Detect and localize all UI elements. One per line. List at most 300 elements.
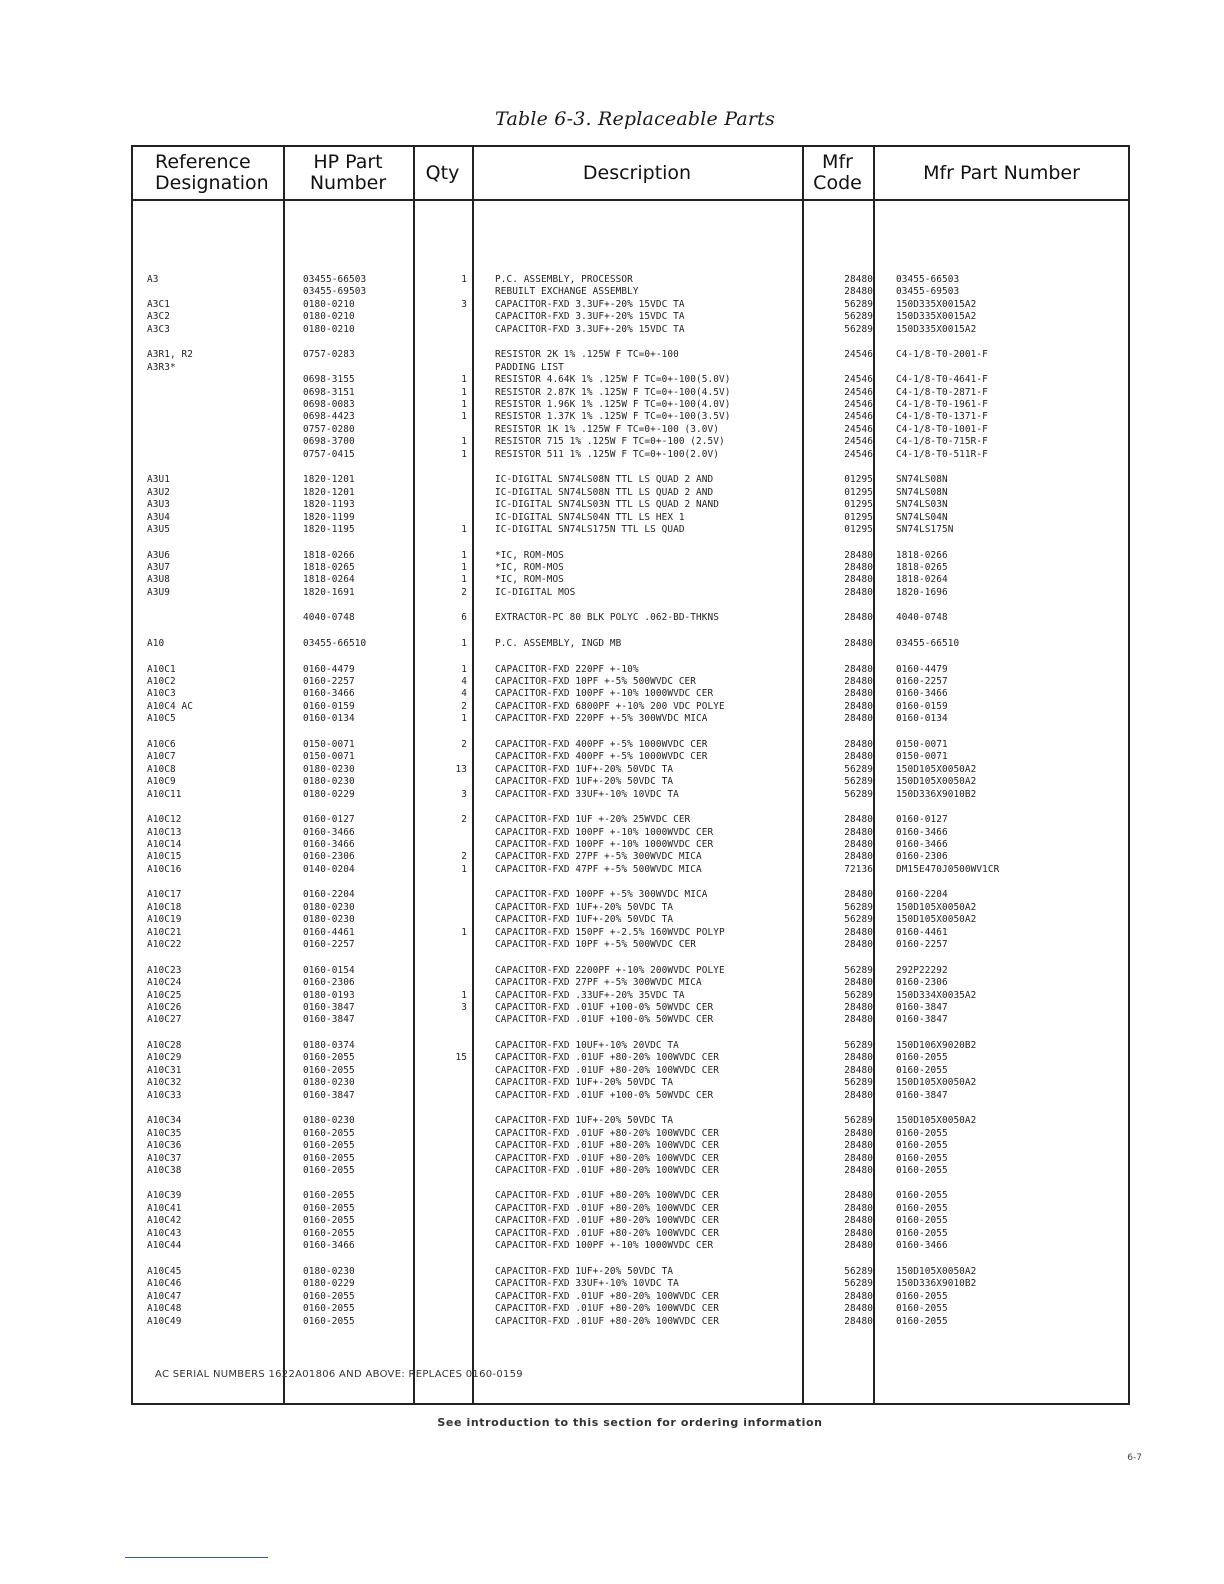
hp-part-number: 0160-2055 xyxy=(303,1127,355,1139)
table-row xyxy=(133,701,1132,713)
mfr-code: 28480 xyxy=(844,838,873,850)
description: CAPACITOR-FXD .01UF +80-20% 100WVDC CER xyxy=(495,1290,720,1302)
description: CAPACITOR-FXD .01UF +80-20% 100WVDC CER xyxy=(495,1202,720,1214)
description: IC-DIGITAL SN74LS175N TTL LS QUAD xyxy=(495,524,685,536)
mfr-code: 24546 xyxy=(844,399,873,411)
reference-designation: A3U2 xyxy=(147,486,170,498)
hp-part-number: 0698-3700 xyxy=(303,436,355,448)
mfr-part-number: 0160-2306 xyxy=(896,977,948,989)
reference-designation: A10C48 xyxy=(147,1303,182,1315)
description: RESISTOR 1K 1% .125W F TC=0+-100 (3.0V) xyxy=(495,423,720,435)
table-row xyxy=(133,1278,1132,1290)
mfr-part-number: SN74LS04N xyxy=(896,511,948,523)
description: RESISTOR 1.37K 1% .125W F TC=0+-100(3.5V) xyxy=(495,411,731,423)
reference-designation: A10C11 xyxy=(147,788,182,800)
hp-part-number: 0180-0230 xyxy=(303,1115,355,1127)
hp-part-number: 0180-0230 xyxy=(303,1265,355,1277)
mfr-part-number: 0160-2055 xyxy=(896,1202,948,1214)
hp-part-number: 0160-2257 xyxy=(303,939,355,951)
mfr-code: 56289 xyxy=(844,298,873,310)
table-row xyxy=(133,374,1132,386)
mfr-part-number: 0160-2055 xyxy=(896,1190,948,1202)
table-row xyxy=(133,789,1132,801)
mfr-part-number: C4-1/8-T0-511R-F xyxy=(896,448,988,460)
header-reference-designation: Reference Designation xyxy=(155,151,269,194)
mfr-part-number: 150D105X0050A2 xyxy=(896,1265,977,1277)
table-row xyxy=(133,864,1132,876)
hp-part-number: 0160-4461 xyxy=(303,926,355,938)
mfr-part-number: 150D105X0050A2 xyxy=(896,776,977,788)
mfr-part-number: 1818-0266 xyxy=(896,549,948,561)
table-row xyxy=(133,1203,1132,1215)
hp-part-number: 0160-2055 xyxy=(303,1052,355,1064)
table-row xyxy=(133,1303,1132,1315)
table-row xyxy=(133,776,1132,788)
mfr-part-number: 150D334X0035A2 xyxy=(896,989,977,1001)
mfr-part-number: 0160-2257 xyxy=(896,939,948,951)
mfr-part-number: 03455-66503 xyxy=(896,274,960,285)
mfr-part-number: 0160-3466 xyxy=(896,826,948,838)
table-row xyxy=(133,664,1132,676)
mfr-part-number: 0160-2257 xyxy=(896,675,948,687)
hp-part-number: 1820-1691 xyxy=(303,586,355,598)
mfr-code: 28480 xyxy=(844,1127,873,1139)
mfr-part-number: C4-1/8-T0-2871-F xyxy=(896,386,988,398)
qty: 1 xyxy=(461,549,467,561)
header-hp-part-number: HP Part Number xyxy=(309,151,387,194)
table-row xyxy=(133,399,1132,411)
mfr-part-number: 1820-1696 xyxy=(896,586,948,598)
hp-part-number: 0140-0204 xyxy=(303,863,355,875)
reference-designation: A10C37 xyxy=(147,1152,182,1164)
qty: 1 xyxy=(461,926,467,938)
description: PADDING LIST xyxy=(495,361,564,373)
mfr-part-number: 0160-2055 xyxy=(896,1052,948,1064)
reference-designation: A10C5 xyxy=(147,713,176,725)
reference-designation: A3C1 xyxy=(147,298,170,310)
reference-designation: A3U8 xyxy=(147,574,170,586)
reference-designation: A10C46 xyxy=(147,1278,182,1290)
table-row xyxy=(133,1040,1132,1052)
mfr-code: 56289 xyxy=(844,776,873,788)
description: RESISTOR 4.64K 1% .125W F TC=0+-100(5.0V) xyxy=(495,374,731,386)
description: CAPACITOR-FXD .01UF +80-20% 100WVDC CER xyxy=(495,1140,720,1152)
description: CAPACITOR-FXD 1UF+-20% 50VDC TA xyxy=(495,914,674,926)
hp-part-number: 0698-3155 xyxy=(303,374,355,386)
reference-designation: A10C12 xyxy=(147,814,182,826)
mfr-part-number: 150D105X0050A2 xyxy=(896,914,977,926)
hp-part-number: 1820-1199 xyxy=(303,511,355,523)
mfr-part-number: SN74LS03N xyxy=(896,499,948,511)
hp-part-number: 0160-4479 xyxy=(303,663,355,675)
hp-part-number: 03455-66510 xyxy=(303,637,367,649)
mfr-code: 56289 xyxy=(844,1039,873,1051)
reference-designation: A10C47 xyxy=(147,1290,182,1302)
description: CAPACITOR-FXD 1UF+-20% 50VDC TA xyxy=(495,1265,674,1277)
mfr-part-number: 150D335X0015A2 xyxy=(896,311,977,323)
mfr-part-number: 0160-3847 xyxy=(896,1014,948,1026)
description: CAPACITOR-FXD 220PF +-5% 300WVDC MICA xyxy=(495,713,708,725)
description: CAPACITOR-FXD 2200PF +-10% 200WVDC POLYE xyxy=(495,964,725,976)
mfr-code: 28480 xyxy=(844,274,873,285)
mfr-code: 56289 xyxy=(844,1278,873,1290)
parts-table xyxy=(131,145,1130,1405)
description: CAPACITOR-FXD 220PF +-10% xyxy=(495,663,639,675)
description: IC-DIGITAL SN74LS03N TTL LS QUAD 2 NAND xyxy=(495,499,720,511)
hp-part-number: 0180-0210 xyxy=(303,298,355,310)
hp-part-number: 0698-4423 xyxy=(303,411,355,423)
mfr-part-number: 0160-2055 xyxy=(896,1227,948,1239)
description: CAPACITOR-FXD 400PF +-5% 1000WVDC CER xyxy=(495,751,708,763)
mfr-code: 28480 xyxy=(844,1152,873,1164)
description: CAPACITOR-FXD 33UF+-10% 10VDC TA xyxy=(495,1278,679,1290)
mfr-part-number: 0160-2055 xyxy=(896,1127,948,1139)
table-row xyxy=(133,990,1132,1002)
reference-designation: A10C17 xyxy=(147,889,182,901)
hp-part-number: 0698-3151 xyxy=(303,386,355,398)
qty: 2 xyxy=(461,738,467,750)
qty: 1 xyxy=(461,411,467,423)
table-row xyxy=(133,688,1132,700)
reference-designation: A10C23 xyxy=(147,964,182,976)
qty: 1 xyxy=(461,274,467,285)
description: CAPACITOR-FXD 400PF +-5% 1000WVDC CER xyxy=(495,738,708,750)
description: CAPACITOR-FXD 1UF+-20% 50VDC TA xyxy=(495,1115,674,1127)
hp-part-number: 0180-0230 xyxy=(303,901,355,913)
description: CAPACITOR-FXD 1UF+-20% 50VDC TA xyxy=(495,763,674,775)
mfr-code: 24546 xyxy=(844,386,873,398)
hp-part-number: 0160-2055 xyxy=(303,1152,355,1164)
hp-part-number: 0160-2055 xyxy=(303,1290,355,1302)
mfr-code: 28480 xyxy=(844,1001,873,1013)
reference-designation: A10C34 xyxy=(147,1115,182,1127)
description: CAPACITOR-FXD .01UF +100-0% 50WVDC CER xyxy=(495,1001,714,1013)
hp-part-number: 0160-3466 xyxy=(303,1240,355,1252)
mfr-code: 28480 xyxy=(844,713,873,725)
mfr-code: 24546 xyxy=(844,349,873,361)
table-row xyxy=(133,436,1132,448)
table-row xyxy=(133,1115,1132,1127)
description: IC-DIGITAL MOS xyxy=(495,586,576,598)
mfr-part-number: 0160-0134 xyxy=(896,713,948,725)
hp-part-number: 0180-0230 xyxy=(303,914,355,926)
qty: 4 xyxy=(461,688,467,700)
qty: 1 xyxy=(461,386,467,398)
mfr-code: 28480 xyxy=(844,562,873,574)
table-row xyxy=(133,487,1132,499)
hp-part-number: 0160-2257 xyxy=(303,675,355,687)
header-mfr-code: Mfr Code xyxy=(813,151,862,194)
mfr-part-number: 0160-0159 xyxy=(896,700,948,712)
reference-designation: A10C25 xyxy=(147,989,182,1001)
mfr-part-number: 0160-3847 xyxy=(896,1089,948,1101)
qty: 4 xyxy=(461,675,467,687)
table-row xyxy=(133,977,1132,989)
header-qty: Qty xyxy=(425,161,460,184)
description: CAPACITOR-FXD 10UF+-10% 20VDC TA xyxy=(495,1039,679,1051)
hp-part-number: 0180-0374 xyxy=(303,1039,355,1051)
reference-designation: A10C49 xyxy=(147,1315,182,1327)
description: CAPACITOR-FXD 100PF +-5% 300WVDC MICA xyxy=(495,889,708,901)
table-row xyxy=(133,449,1132,461)
reference-designation: A10C1 xyxy=(147,663,176,675)
qty: 6 xyxy=(461,612,467,624)
table-row xyxy=(133,1215,1132,1227)
mfr-code: 28480 xyxy=(844,675,873,687)
description: CAPACITOR-FXD .01UF +80-20% 100WVDC CER xyxy=(495,1127,720,1139)
hp-part-number: 0150-0071 xyxy=(303,738,355,750)
table-row xyxy=(133,1128,1132,1140)
description: CAPACITOR-FXD .01UF +100-0% 50WVDC CER xyxy=(495,1089,714,1101)
qty: 3 xyxy=(461,1001,467,1013)
mfr-code: 56289 xyxy=(844,763,873,775)
mfr-code: 28480 xyxy=(844,1052,873,1064)
description: *IC, ROM-MOS xyxy=(495,574,564,586)
table-row xyxy=(133,814,1132,826)
table-row xyxy=(133,889,1132,901)
qty: 2 xyxy=(461,586,467,598)
mfr-part-number: 292P22292 xyxy=(896,964,948,976)
table-row xyxy=(133,499,1132,511)
description: CAPACITOR-FXD .01UF +80-20% 100WVDC CER xyxy=(495,1152,720,1164)
mfr-part-number: 0160-2055 xyxy=(896,1064,948,1076)
ordering-info-note: See introduction to this section for ordering information xyxy=(437,1416,823,1429)
qty: 1 xyxy=(461,663,467,675)
description: RESISTOR 2K 1% .125W F TC=0+-100 xyxy=(495,349,679,361)
reference-designation: A10C26 xyxy=(147,1001,182,1013)
mfr-code: 28480 xyxy=(844,286,873,298)
table-row xyxy=(133,1077,1132,1089)
reference-designation: A10C31 xyxy=(147,1064,182,1076)
mfr-part-number: 0160-3466 xyxy=(896,838,948,850)
table-row xyxy=(133,424,1132,436)
mfr-code: 28480 xyxy=(844,1140,873,1152)
mfr-part-number: 150D106X9020B2 xyxy=(896,1039,977,1051)
mfr-part-number: 03455-66510 xyxy=(896,637,960,649)
description: IC-DIGITAL SN74LS08N TTL LS QUAD 2 AND xyxy=(495,474,714,486)
description: CAPACITOR-FXD .01UF +80-20% 100WVDC CER xyxy=(495,1315,720,1327)
reference-designation: A10C41 xyxy=(147,1202,182,1214)
reference-designation: A10C18 xyxy=(147,901,182,913)
hp-part-number: 0160-2055 xyxy=(303,1140,355,1152)
description: CAPACITOR-FXD 10PF +-5% 500WVDC CER xyxy=(495,939,697,951)
mfr-code: 01295 xyxy=(844,524,873,536)
mfr-code: 01295 xyxy=(844,499,873,511)
table-row xyxy=(133,524,1132,536)
hp-part-number: 0160-2055 xyxy=(303,1190,355,1202)
hp-part-number: 0160-3847 xyxy=(303,1014,355,1026)
mfr-code: 24546 xyxy=(844,423,873,435)
reference-designation: A10C28 xyxy=(147,1039,182,1051)
mfr-code: 28480 xyxy=(844,1164,873,1176)
description: CAPACITOR-FXD .01UF +80-20% 100WVDC CER xyxy=(495,1064,720,1076)
description: CAPACITOR-FXD 100PF +-10% 1000WVDC CER xyxy=(495,826,714,838)
reference-designation: A10C32 xyxy=(147,1077,182,1089)
table-row xyxy=(133,939,1132,951)
mfr-part-number: C4-1/8-T0-2001-F xyxy=(896,349,988,361)
description: CAPACITOR-FXD .01UF +100-0% 50WVDC CER xyxy=(495,1014,714,1026)
mfr-code: 01295 xyxy=(844,486,873,498)
qty: 1 xyxy=(461,863,467,875)
reference-designation: A10 xyxy=(147,637,165,649)
mfr-part-number: 150D335X0015A2 xyxy=(896,298,977,310)
hp-part-number: 1820-1201 xyxy=(303,474,355,486)
qty: 15 xyxy=(455,1052,467,1064)
mfr-code: 56289 xyxy=(844,1265,873,1277)
mfr-code: 28480 xyxy=(844,637,873,649)
mfr-part-number: 150D335X0015A2 xyxy=(896,323,977,335)
mfr-code: 01295 xyxy=(844,474,873,486)
hp-part-number: 0180-0193 xyxy=(303,989,355,1001)
table-row xyxy=(133,1291,1132,1303)
mfr-code: 28480 xyxy=(844,586,873,598)
mfr-part-number: 0160-3466 xyxy=(896,1240,948,1252)
hp-part-number: 0757-0283 xyxy=(303,349,355,361)
mfr-code: 28480 xyxy=(844,977,873,989)
reference-designation: A10C3 xyxy=(147,688,176,700)
parts-list xyxy=(133,274,1132,1328)
reference-designation: A10C19 xyxy=(147,914,182,926)
reference-designation: A10C15 xyxy=(147,851,182,863)
mfr-code: 28480 xyxy=(844,1227,873,1239)
mfr-code: 28480 xyxy=(844,926,873,938)
reference-designation: A10C2 xyxy=(147,675,176,687)
description: CAPACITOR-FXD 3.3UF+-20% 15VDC TA xyxy=(495,298,685,310)
description: CAPACITOR-FXD 100PF +-10% 1000WVDC CER xyxy=(495,688,714,700)
hp-part-number: 1818-0264 xyxy=(303,574,355,586)
mfr-part-number: 0160-2055 xyxy=(896,1215,948,1227)
mfr-code: 56289 xyxy=(844,323,873,335)
qty: 2 xyxy=(461,851,467,863)
mfr-part-number: 0160-2055 xyxy=(896,1140,948,1152)
mfr-code: 28480 xyxy=(844,1290,873,1302)
description: CAPACITOR-FXD 1UF+-20% 50VDC TA xyxy=(495,776,674,788)
mfr-part-number: 150D105X0050A2 xyxy=(896,1077,977,1089)
hp-part-number: 0180-0210 xyxy=(303,311,355,323)
description: CAPACITOR-FXD 27PF +-5% 300WVDC MICA xyxy=(495,851,702,863)
description: CAPACITOR-FXD .01UF +80-20% 100WVDC CER xyxy=(495,1227,720,1239)
table-row xyxy=(133,562,1132,574)
reference-designation: A3C3 xyxy=(147,323,170,335)
table-row xyxy=(133,965,1132,977)
description: CAPACITOR-FXD .01UF +80-20% 100WVDC CER xyxy=(495,1190,720,1202)
mfr-part-number: C4-1/8-T0-1371-F xyxy=(896,411,988,423)
table-row xyxy=(133,764,1132,776)
mfr-part-number: C4-1/8-T0-4641-F xyxy=(896,374,988,386)
mfr-code: 28480 xyxy=(844,1064,873,1076)
description: CAPACITOR-FXD 33UF+-10% 10VDC TA xyxy=(495,788,679,800)
hp-part-number: 0160-2055 xyxy=(303,1202,355,1214)
mfr-code: 28480 xyxy=(844,738,873,750)
mfr-part-number: SN74LS08N xyxy=(896,474,948,486)
description: CAPACITOR-FXD 1UF+-20% 50VDC TA xyxy=(495,901,674,913)
description: CAPACITOR-FXD 100PF +-10% 1000WVDC CER xyxy=(495,1240,714,1252)
table-row xyxy=(133,474,1132,486)
mfr-part-number: 1818-0265 xyxy=(896,562,948,574)
description: IC-DIGITAL SN74LS04N TTL LS HEX 1 xyxy=(495,511,685,523)
table-row xyxy=(133,1316,1132,1328)
description: CAPACITOR-FXD .01UF +80-20% 100WVDC CER xyxy=(495,1052,720,1064)
reference-designation: A10C9 xyxy=(147,776,176,788)
hp-part-number: 1820-1201 xyxy=(303,486,355,498)
table-row xyxy=(133,1266,1132,1278)
mfr-part-number: 0160-4479 xyxy=(896,663,948,675)
mfr-code: 28480 xyxy=(844,1202,873,1214)
hp-part-number: 0180-0230 xyxy=(303,776,355,788)
hp-part-number: 0757-0280 xyxy=(303,423,355,435)
description: CAPACITOR-FXD 47PF +-5% 500WVDC MICA xyxy=(495,863,702,875)
reference-designation: A10C39 xyxy=(147,1190,182,1202)
description: *IC, ROM-MOS xyxy=(495,562,564,574)
description: CAPACITOR-FXD 3.3UF+-20% 15VDC TA xyxy=(495,323,685,335)
qty: 3 xyxy=(461,788,467,800)
mfr-code: 28480 xyxy=(844,1190,873,1202)
mfr-code: 28480 xyxy=(844,612,873,624)
hp-part-number: 0180-0210 xyxy=(303,323,355,335)
table-row xyxy=(133,1153,1132,1165)
description: IC-DIGITAL SN74LS08N TTL LS QUAD 2 AND xyxy=(495,486,714,498)
table-row xyxy=(133,1090,1132,1102)
hp-part-number: 0160-3466 xyxy=(303,688,355,700)
mfr-part-number: 0150-0071 xyxy=(896,738,948,750)
mfr-part-number: 150D105X0050A2 xyxy=(896,1115,977,1127)
reference-designation: A3 xyxy=(147,274,159,285)
table-row xyxy=(133,286,1132,298)
description: CAPACITOR-FXD 150PF +-2.5% 160WVDC POLYP xyxy=(495,926,725,938)
hp-part-number: 0160-2055 xyxy=(303,1064,355,1076)
table-row xyxy=(133,1140,1132,1152)
reference-designation: A10C33 xyxy=(147,1089,182,1101)
reference-designation: A10C44 xyxy=(147,1240,182,1252)
qty: 1 xyxy=(461,524,467,536)
mfr-part-number: 0160-2055 xyxy=(896,1315,948,1327)
reference-designation: A3C2 xyxy=(147,311,170,323)
reference-designation: A10C43 xyxy=(147,1227,182,1239)
table-row xyxy=(133,914,1132,926)
mfr-part-number: 0160-2055 xyxy=(896,1303,948,1315)
reference-designation: A10C14 xyxy=(147,838,182,850)
description: CAPACITOR-FXD .33UF+-20% 35VDC TA xyxy=(495,989,685,1001)
table-row xyxy=(133,311,1132,323)
mfr-code: 28480 xyxy=(844,889,873,901)
qty: 1 xyxy=(461,713,467,725)
mfr-code: 28480 xyxy=(844,751,873,763)
hp-part-number: 0160-2306 xyxy=(303,851,355,863)
description: CAPACITOR-FXD .01UF +80-20% 100WVDC CER xyxy=(495,1215,720,1227)
mfr-code: 28480 xyxy=(844,574,873,586)
table-row xyxy=(133,274,1132,286)
reference-designation: A10C38 xyxy=(147,1164,182,1176)
mfr-code: 28480 xyxy=(844,1315,873,1327)
header-description: Description xyxy=(582,161,692,184)
table-row xyxy=(133,1052,1132,1064)
hp-part-number: 0160-2055 xyxy=(303,1227,355,1239)
mfr-code: 28480 xyxy=(844,851,873,863)
mfr-part-number: 0160-4461 xyxy=(896,926,948,938)
description: REBUILT EXCHANGE ASSEMBLY xyxy=(495,286,639,298)
hp-part-number: 0160-2204 xyxy=(303,889,355,901)
table-row xyxy=(133,1228,1132,1240)
mfr-code: 28480 xyxy=(844,663,873,675)
mfr-code: 28480 xyxy=(844,814,873,826)
hp-part-number: 0180-0229 xyxy=(303,788,355,800)
reference-designation: A10C24 xyxy=(147,977,182,989)
mfr-code: 28480 xyxy=(844,1215,873,1227)
reference-designation: A10C27 xyxy=(147,1014,182,1026)
mfr-code: 28480 xyxy=(844,1014,873,1026)
reference-designation: A10C6 xyxy=(147,738,176,750)
table-row xyxy=(133,713,1132,725)
